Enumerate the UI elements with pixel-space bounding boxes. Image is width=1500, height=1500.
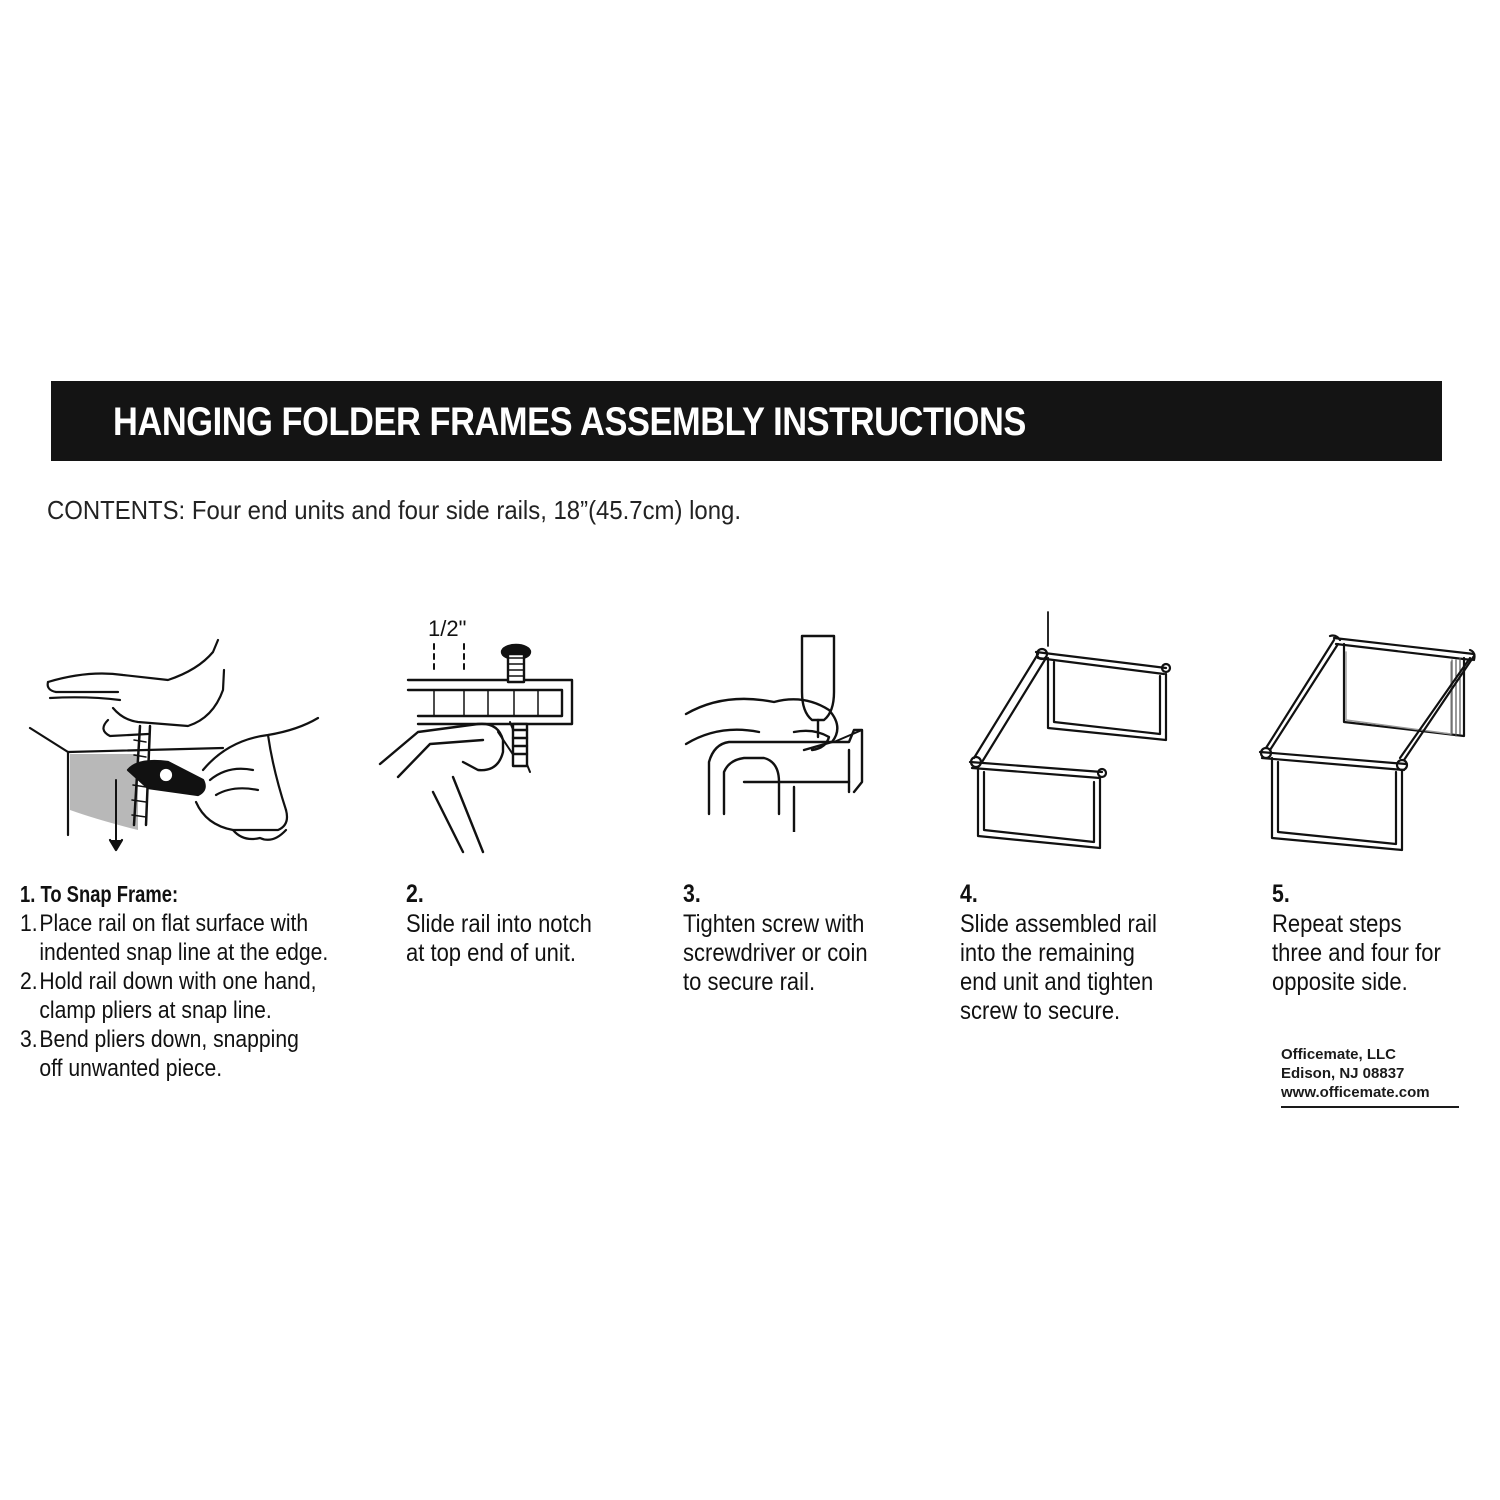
list-item-number: 1.: [20, 910, 38, 937]
list-item-text: Place rail on flat surface with indented snap line at the edge.: [39, 910, 329, 966]
company-name: Officemate, LLC: [1281, 1046, 1397, 1063]
list-item: [20, 909, 328, 967]
rail-notch-illustration: [378, 612, 588, 862]
tighten-screw-illustration: [684, 632, 869, 832]
list-item: [20, 1025, 328, 1083]
step-1-heading: 1. To Snap Frame:: [20, 881, 179, 907]
step-5: [1272, 880, 1464, 997]
step-2: [406, 880, 617, 968]
step-3-number: 3.: [683, 880, 701, 908]
snap-frame-illustration: [28, 630, 328, 860]
step-2-number: 2.: [406, 880, 424, 908]
list-item-text: Hold rail down with one hand, clamp pliers at snap line.: [39, 968, 317, 1024]
list-item-text: Bend pliers down, snapping off unwanted piece.: [39, 1026, 299, 1082]
step-4-text: Slide assembled rail into the remaining end unit and tighten screw to secure.: [960, 910, 1157, 1025]
contents-line: CONTENTS: Four end units and four side rails, 18”(45.7cm) long.: [47, 495, 741, 525]
list-item: [20, 967, 328, 1025]
list-item-number: 3.: [20, 1026, 38, 1053]
company-address: Edison, NJ 08837: [1281, 1065, 1405, 1082]
step-5-text: Repeat steps three and four for opposite side.: [1272, 910, 1441, 996]
completed-frame-illustration: [1256, 630, 1486, 852]
step-4: [960, 880, 1184, 1026]
step-3-text: Tighten screw with screwdriver or coin to secure rail.: [683, 910, 868, 996]
assemble-rail-illustration: [966, 610, 1184, 850]
step-1-list: [20, 909, 328, 1083]
step-1: [20, 880, 370, 1083]
company-website: www.officemate.com: [1281, 1084, 1430, 1101]
title-banner: [51, 381, 1442, 461]
step-4-number: 4.: [960, 880, 978, 908]
step-2-text: Slide rail into notch at top end of unit.: [406, 910, 592, 967]
company-info: [1281, 1045, 1459, 1108]
step-5-number: 5.: [1272, 880, 1290, 908]
page-title: HANGING FOLDER FRAMES ASSEMBLY INSTRUCTIONS: [113, 400, 1026, 444]
half-inch-label: 1/2": [428, 616, 467, 641]
step-3: [683, 880, 893, 997]
list-item-number: 2.: [20, 968, 38, 995]
